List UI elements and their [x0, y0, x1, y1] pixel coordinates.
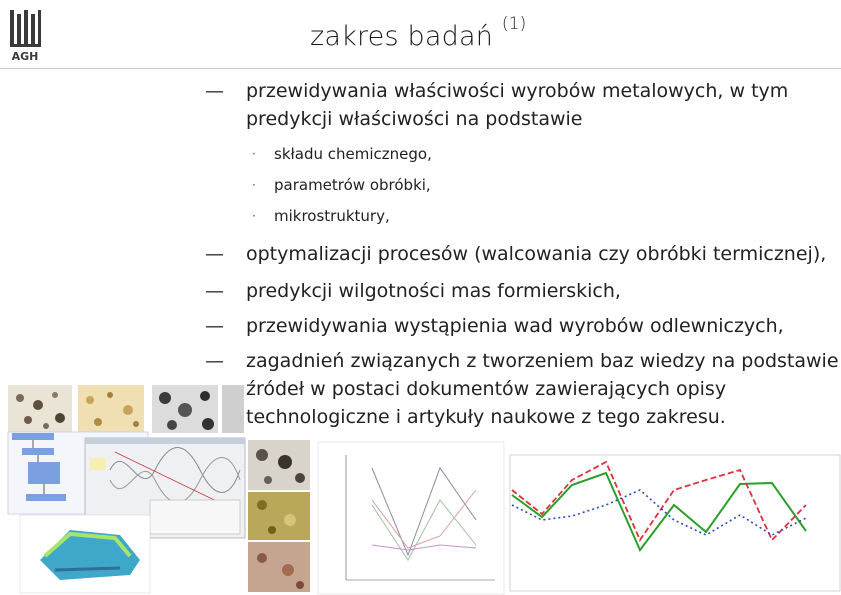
bullet-text: predykcji wilgotności mas formierskich, — [246, 280, 621, 302]
bullet-marker: — — [205, 280, 224, 302]
flow-diagram — [8, 432, 148, 514]
micrograph-image — [8, 385, 72, 433]
surface-plot — [20, 515, 150, 593]
sub-bullet-text: składu chemicznego, — [274, 145, 432, 163]
bullet-text: technologiczne i artykuły naukowe z tego zakresu. — [246, 406, 726, 428]
line-chart-image — [318, 442, 504, 594]
bullet-text: zagadnień związanych z tworzeniem baz wiedzy na podstawie — [246, 350, 839, 372]
bullet-marker: — — [205, 350, 224, 372]
series-chart-image — [510, 455, 840, 591]
bullet-text: źródeł w postaci dokumentów zawierających opisy — [246, 378, 727, 400]
micrograph-image — [152, 385, 218, 433]
bullet-marker: — — [205, 243, 224, 265]
logo-text: AGH — [11, 50, 39, 63]
micrograph-column — [248, 440, 310, 592]
title-divider — [0, 68, 841, 69]
title-text: zakres badań — [310, 21, 494, 52]
title-superscript: (1) — [501, 14, 527, 34]
micrograph-image — [222, 385, 244, 433]
bullet-text: przewidywania właściwości wyrobów metalowych, w tym — [246, 80, 789, 102]
sub-bullet-text: mikrostruktury, — [274, 207, 390, 225]
sub-bullet-marker: · — [252, 147, 256, 161]
agh-logo — [8, 6, 42, 64]
bullet-text: optymalizacji procesów (walcowania czy obróbki termicznej), — [246, 243, 827, 265]
bullet-marker: — — [205, 315, 224, 337]
bullet-text: predykcji właściwości na podstawie — [246, 108, 583, 130]
sub-bullet-marker: · — [252, 178, 256, 192]
sub-bullet-marker: · — [252, 209, 256, 223]
sub-bullet-text: parametrów obróbki, — [274, 176, 431, 194]
bullet-text: przewidywania wystąpienia wad wyrobów odlewniczych, — [246, 315, 784, 337]
bullet-marker: — — [205, 80, 224, 102]
page-title — [310, 14, 527, 52]
micrograph-image — [78, 385, 144, 433]
software-window — [85, 438, 245, 538]
